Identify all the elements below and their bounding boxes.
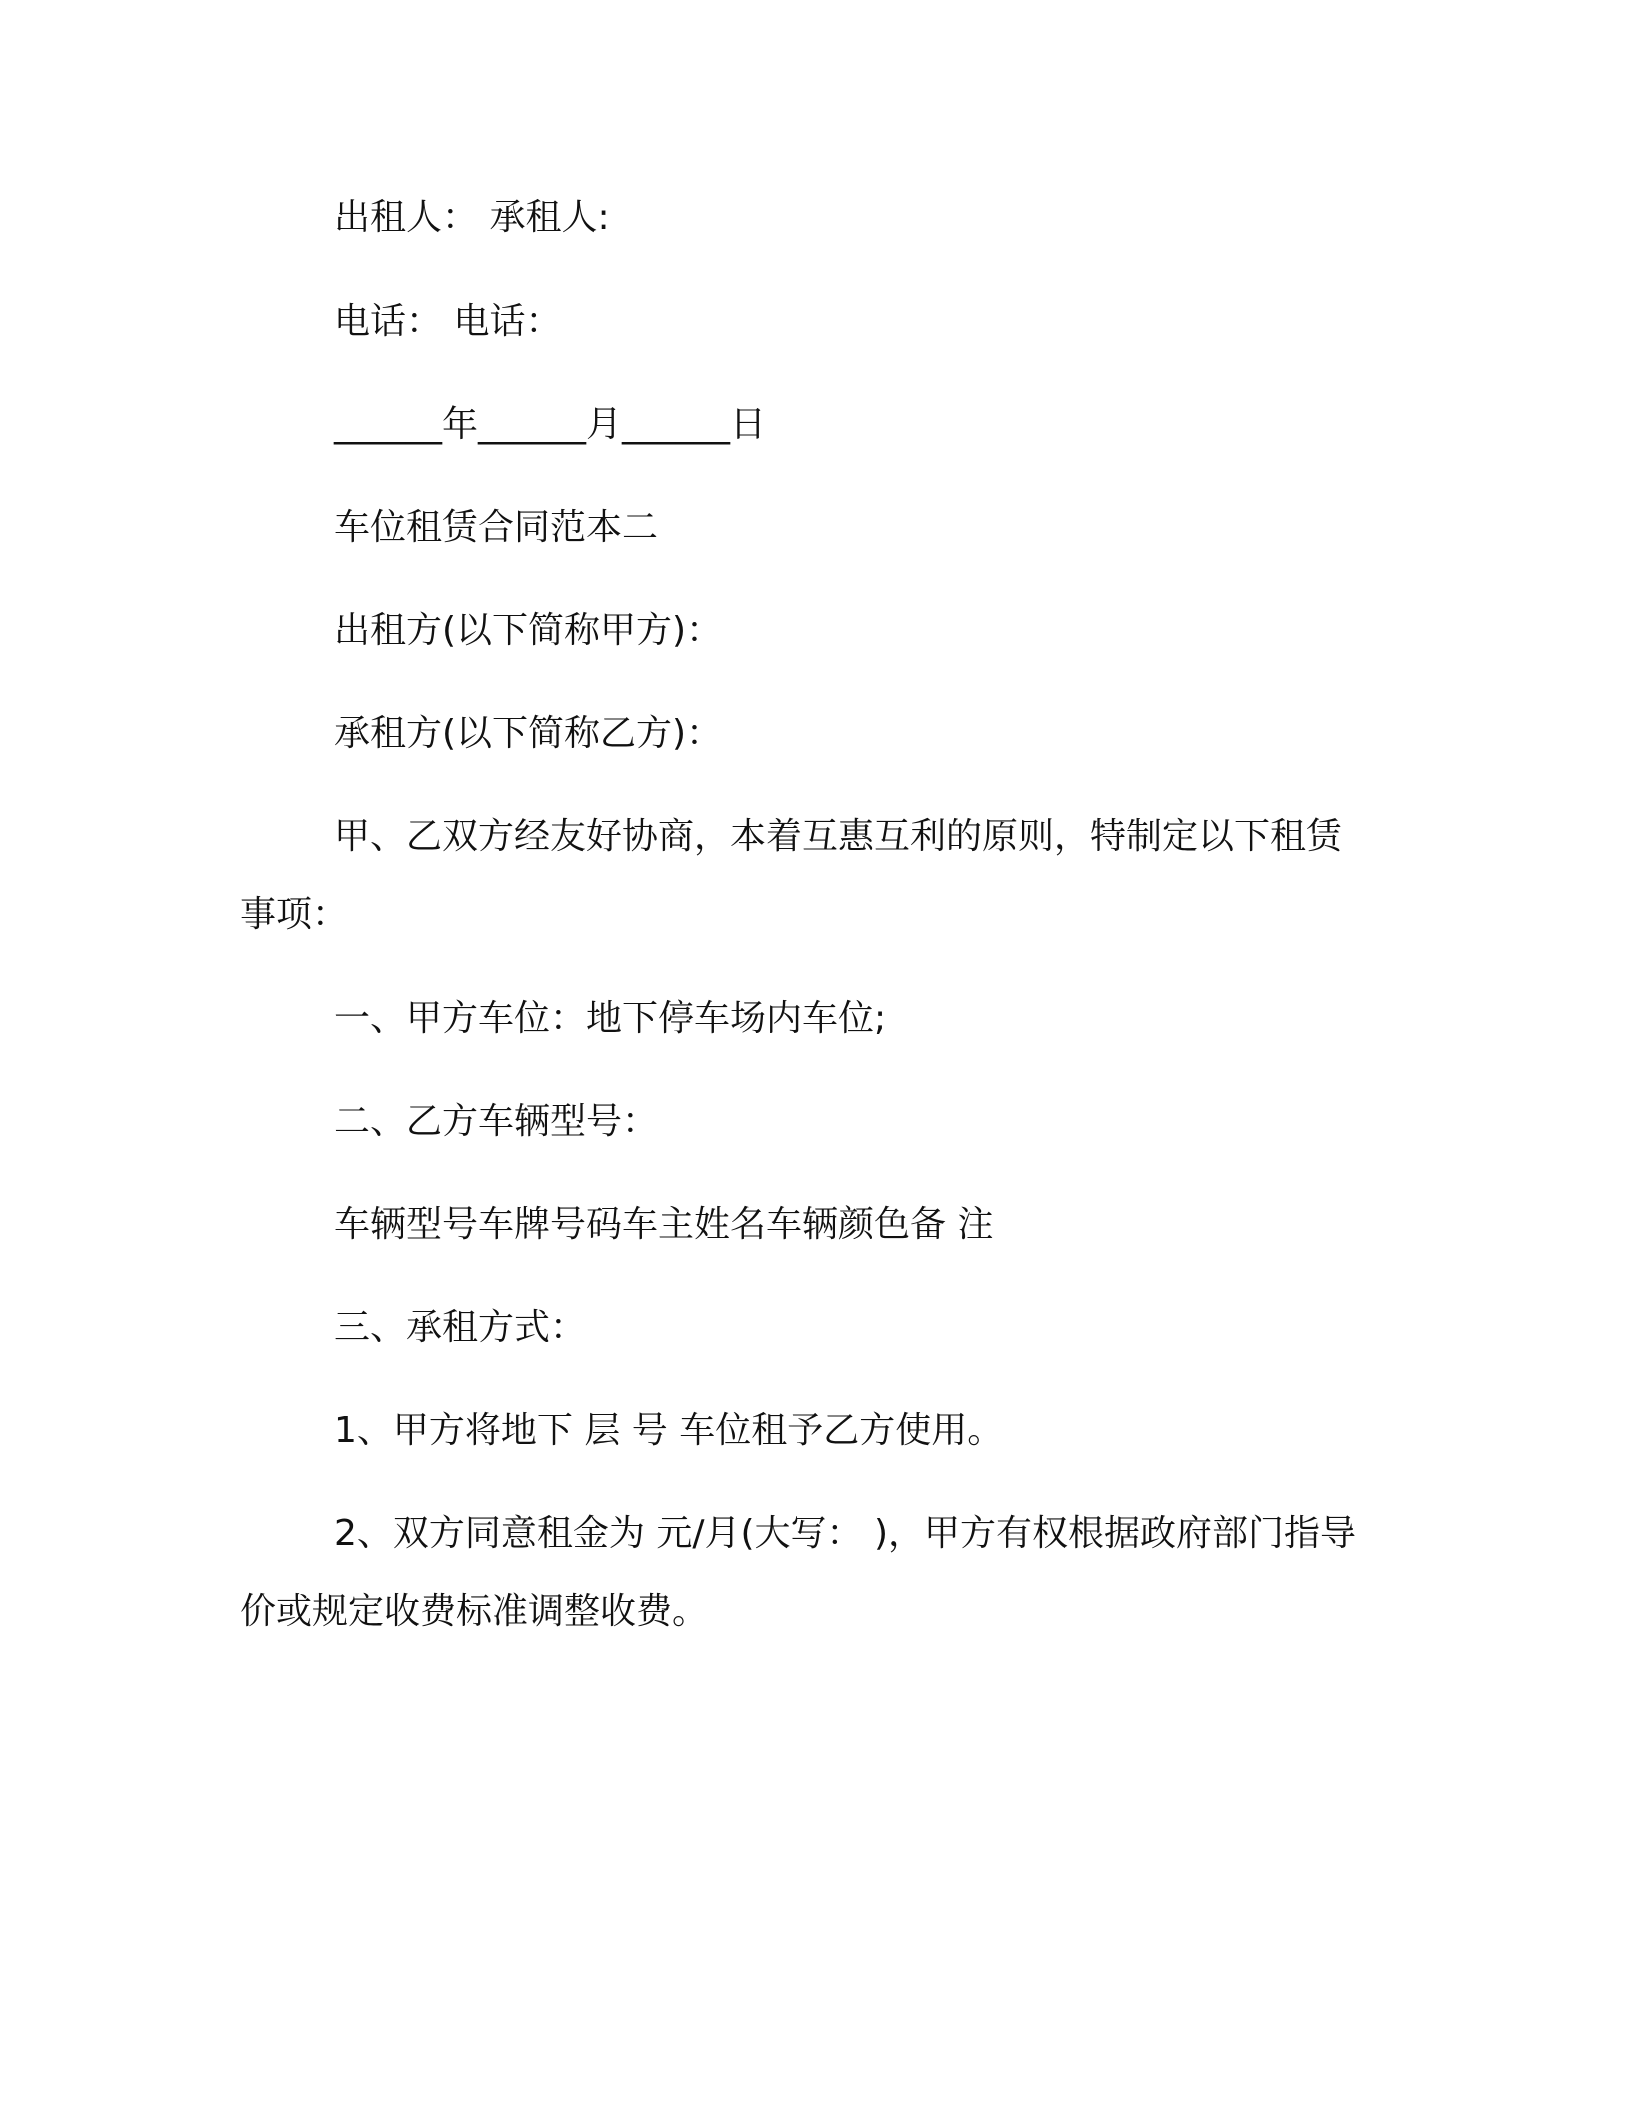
party-a-line: 出租方(以下简称甲方)： bbox=[334, 610, 723, 651]
clause-3-item-2-line-1: 2、双方同意租金为 元/月(大写： )，甲方有权根据政府部门指导 bbox=[334, 1513, 1357, 1554]
clause-3-item-1: 1、甲方将地下 层 号 车位租予乙方使用。 bbox=[334, 1410, 1004, 1451]
clause-2: 二、乙方车辆型号： bbox=[334, 1101, 659, 1142]
clause-1: 一、甲方车位：地下停车场内车位; bbox=[334, 998, 887, 1039]
party-b-line: 承租方(以下简称乙方)： bbox=[334, 713, 723, 754]
vehicle-table-header: 车辆型号车牌号码车主姓名车辆颜色备 注 bbox=[334, 1204, 994, 1245]
clause-3: 三、承租方式： bbox=[334, 1307, 587, 1348]
intro-paragraph-line-2: 事项： bbox=[240, 894, 349, 935]
intro-paragraph-line-1: 甲、乙双方经友好协商，本着互惠互利的原则，特制定以下租赁 bbox=[334, 816, 1343, 857]
date-line: ______年______月______日 bbox=[334, 404, 766, 445]
contract-title: 车位租赁合同范本二 bbox=[334, 507, 659, 548]
clause-3-item-2-line-2: 价或规定收费标准调整收费。 bbox=[240, 1591, 709, 1632]
phone-line: 电话： 电话： bbox=[334, 301, 562, 342]
lessor-lessee-line: 出租人： 承租人: bbox=[334, 197, 610, 238]
